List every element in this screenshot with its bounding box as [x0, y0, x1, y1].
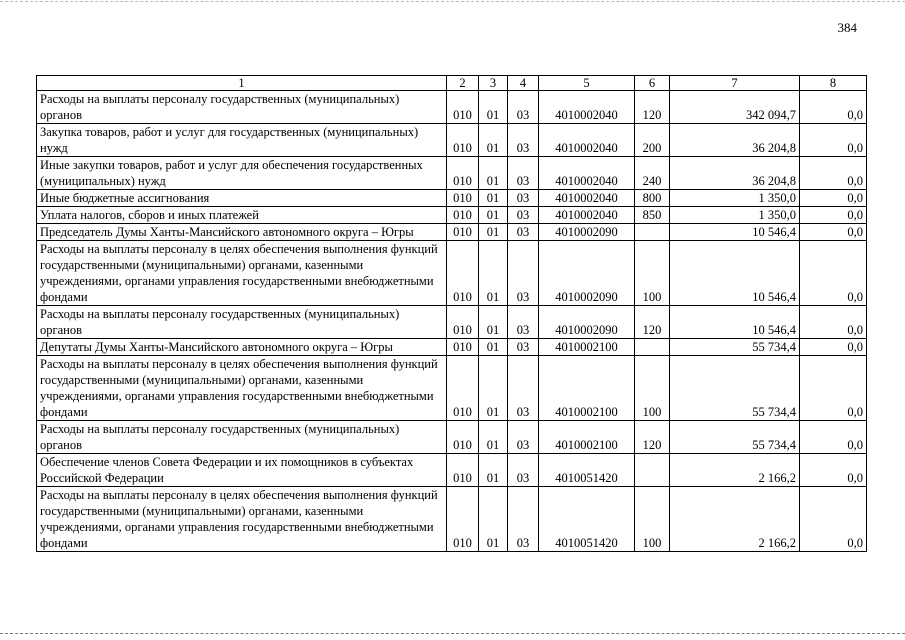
- code-gr-cell: 010: [447, 190, 479, 207]
- code-csr-cell: 4010002100: [539, 339, 635, 356]
- code-vr-cell: 120: [635, 306, 670, 339]
- table-row: [37, 306, 867, 339]
- code-csr-cell: 4010002090: [539, 224, 635, 241]
- amount-cell: 55 734,4: [670, 421, 800, 454]
- scan-bottom-edge: [0, 633, 905, 634]
- amount-cell: 2 166,2: [670, 454, 800, 487]
- row-name-cell: Иные бюджетные ассигнования: [37, 190, 447, 207]
- table-row: [37, 356, 867, 421]
- code-gr-cell: 010: [447, 454, 479, 487]
- code-rz-cell: 01: [479, 487, 508, 552]
- column-header-4: 4: [508, 76, 539, 91]
- code-csr-cell: 4010051420: [539, 487, 635, 552]
- code-gr-cell: 010: [447, 241, 479, 306]
- row-name-cell: Иные закупки товаров, работ и услуг для обеспечения государственных (муниципальных) нужд: [37, 157, 447, 190]
- row-name-cell: Председатель Думы Ханты-Мансийского автономного округа – Югры: [37, 224, 447, 241]
- table-row: [37, 207, 867, 224]
- code-rz-cell: 01: [479, 224, 508, 241]
- column-header-3: 3: [479, 76, 508, 91]
- amount-cell-2: 0,0: [800, 224, 867, 241]
- code-gr-cell: 010: [447, 339, 479, 356]
- amount-cell-2: 0,0: [800, 157, 867, 190]
- code-vr-cell: 100: [635, 356, 670, 421]
- amount-cell-2: 0,0: [800, 306, 867, 339]
- code-vr-cell: 100: [635, 487, 670, 552]
- code-gr-cell: 010: [447, 224, 479, 241]
- code-pr-cell: 03: [508, 241, 539, 306]
- code-rz-cell: 01: [479, 454, 508, 487]
- code-pr-cell: 03: [508, 356, 539, 421]
- row-name-cell: Закупка товаров, работ и услуг для государственных (муниципальных) нужд: [37, 124, 447, 157]
- code-pr-cell: 03: [508, 454, 539, 487]
- code-gr-cell: 010: [447, 207, 479, 224]
- table-row: [37, 487, 867, 552]
- table-row: [37, 190, 867, 207]
- code-gr-cell: 010: [447, 157, 479, 190]
- table-row: [37, 421, 867, 454]
- code-rz-cell: 01: [479, 241, 508, 306]
- code-rz-cell: 01: [479, 190, 508, 207]
- code-rz-cell: 01: [479, 421, 508, 454]
- code-gr-cell: 010: [447, 91, 479, 124]
- table-row: [37, 157, 867, 190]
- amount-cell: 10 546,4: [670, 306, 800, 339]
- row-name-cell: Расходы на выплаты персоналу в целях обеспечения выполнения функций государственными (муниципальными) органами, казенными учреждениями, органами управления государственными внебюджетными фондами: [37, 241, 447, 306]
- page-number: 384: [837, 20, 857, 35]
- code-pr-cell: 03: [508, 224, 539, 241]
- amount-cell: 55 734,4: [670, 339, 800, 356]
- code-pr-cell: 03: [508, 339, 539, 356]
- amount-cell-2: 0,0: [800, 190, 867, 207]
- code-vr-cell: 200: [635, 124, 670, 157]
- budget-table: [36, 75, 867, 552]
- row-name-cell: Расходы на выплаты персоналу государственных (муниципальных) органов: [37, 306, 447, 339]
- code-vr-cell: 240: [635, 157, 670, 190]
- code-rz-cell: 01: [479, 207, 508, 224]
- code-csr-cell: 4010002040: [539, 190, 635, 207]
- code-vr-cell: [635, 224, 670, 241]
- row-name-cell: Депутаты Думы Ханты-Мансийского автономного округа – Югры: [37, 339, 447, 356]
- row-name-cell: Расходы на выплаты персоналу в целях обеспечения выполнения функций государственными (муниципальными) органами, казенными учреждениями, органами управления государственными внебюджетными фондами: [37, 487, 447, 552]
- code-vr-cell: 850: [635, 207, 670, 224]
- row-name-cell: Расходы на выплаты персоналу государственных (муниципальных) органов: [37, 91, 447, 124]
- code-vr-cell: 120: [635, 91, 670, 124]
- amount-cell-2: 0,0: [800, 91, 867, 124]
- code-rz-cell: 01: [479, 356, 508, 421]
- amount-cell: 10 546,4: [670, 241, 800, 306]
- column-header-8: 8: [800, 76, 867, 91]
- code-pr-cell: 03: [508, 157, 539, 190]
- amount-cell-2: 0,0: [800, 124, 867, 157]
- amount-cell: 1 350,0: [670, 207, 800, 224]
- code-rz-cell: 01: [479, 157, 508, 190]
- code-rz-cell: 01: [479, 91, 508, 124]
- amount-cell: 1 350,0: [670, 190, 800, 207]
- code-pr-cell: 03: [508, 421, 539, 454]
- amount-cell-2: 0,0: [800, 339, 867, 356]
- code-gr-cell: 010: [447, 306, 479, 339]
- code-csr-cell: 4010002040: [539, 207, 635, 224]
- code-vr-cell: 120: [635, 421, 670, 454]
- code-vr-cell: [635, 454, 670, 487]
- code-pr-cell: 03: [508, 190, 539, 207]
- row-name-cell: Уплата налогов, сборов и иных платежей: [37, 207, 447, 224]
- code-pr-cell: 03: [508, 124, 539, 157]
- row-name-cell: Обеспечение членов Совета Федерации и их помощников в субъектах Российской Федерации: [37, 454, 447, 487]
- row-name-cell: Расходы на выплаты персоналу государственных (муниципальных) органов: [37, 421, 447, 454]
- code-csr-cell: 4010002040: [539, 157, 635, 190]
- code-csr-cell: 4010002100: [539, 421, 635, 454]
- column-header-7: 7: [670, 76, 800, 91]
- code-rz-cell: 01: [479, 306, 508, 339]
- code-pr-cell: 03: [508, 487, 539, 552]
- table-row: [37, 241, 867, 306]
- code-csr-cell: 4010002040: [539, 124, 635, 157]
- amount-cell: 55 734,4: [670, 356, 800, 421]
- code-gr-cell: 010: [447, 124, 479, 157]
- header-row: [37, 76, 867, 91]
- code-pr-cell: 03: [508, 91, 539, 124]
- column-header-2: 2: [447, 76, 479, 91]
- amount-cell-2: 0,0: [800, 487, 867, 552]
- amount-cell: 10 546,4: [670, 224, 800, 241]
- column-header-1: 1: [37, 76, 447, 91]
- code-csr-cell: 4010002100: [539, 356, 635, 421]
- amount-cell: 36 204,8: [670, 124, 800, 157]
- table-row: [37, 224, 867, 241]
- code-rz-cell: 01: [479, 339, 508, 356]
- code-vr-cell: 100: [635, 241, 670, 306]
- code-pr-cell: 03: [508, 207, 539, 224]
- code-csr-cell: 4010002040: [539, 91, 635, 124]
- amount-cell-2: 0,0: [800, 207, 867, 224]
- amount-cell-2: 0,0: [800, 454, 867, 487]
- amount-cell: 342 094,7: [670, 91, 800, 124]
- code-vr-cell: 800: [635, 190, 670, 207]
- row-name-cell: Расходы на выплаты персоналу в целях обеспечения выполнения функций государственными (муниципальными) органами, казенными учреждениями, органами управления государственными внебюджетными фондами: [37, 356, 447, 421]
- code-csr-cell: 4010002090: [539, 306, 635, 339]
- column-header-5: 5: [539, 76, 635, 91]
- code-vr-cell: [635, 339, 670, 356]
- amount-cell: 36 204,8: [670, 157, 800, 190]
- code-csr-cell: 4010002090: [539, 241, 635, 306]
- table-body: [37, 91, 867, 552]
- code-gr-cell: 010: [447, 487, 479, 552]
- table-row: [37, 124, 867, 157]
- amount-cell-2: 0,0: [800, 421, 867, 454]
- code-gr-cell: 010: [447, 356, 479, 421]
- table-row: [37, 454, 867, 487]
- amount-cell-2: 0,0: [800, 241, 867, 306]
- scan-top-edge: [0, 1, 905, 2]
- table-row: [37, 339, 867, 356]
- table-row: [37, 91, 867, 124]
- code-rz-cell: 01: [479, 124, 508, 157]
- code-pr-cell: 03: [508, 306, 539, 339]
- amount-cell: 2 166,2: [670, 487, 800, 552]
- table-header: [37, 76, 867, 91]
- code-gr-cell: 010: [447, 421, 479, 454]
- amount-cell-2: 0,0: [800, 356, 867, 421]
- column-header-6: 6: [635, 76, 670, 91]
- code-csr-cell: 4010051420: [539, 454, 635, 487]
